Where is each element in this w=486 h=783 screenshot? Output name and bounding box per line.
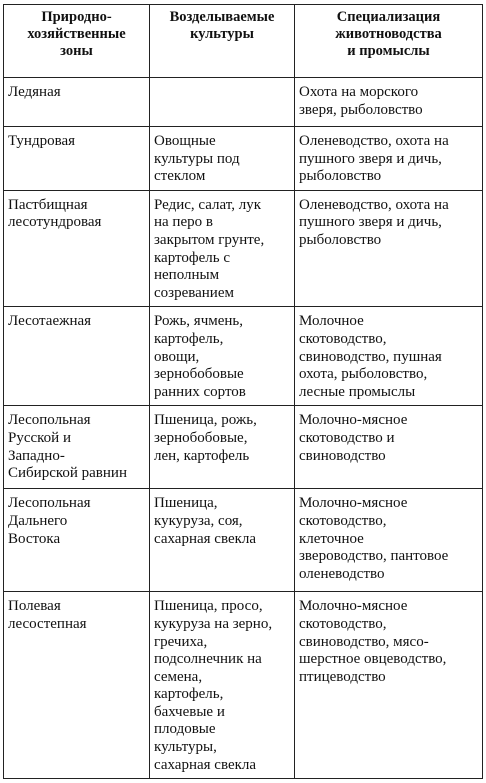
specialization-cell xyxy=(295,190,483,307)
zone-cell xyxy=(4,406,150,489)
zone-cell xyxy=(4,190,150,307)
specialization-text: Охота на морского зверя, рыболовство xyxy=(299,84,423,118)
table-row xyxy=(4,307,483,406)
crops-cell xyxy=(150,406,295,489)
table-row xyxy=(4,489,483,592)
specialization-cell xyxy=(295,307,483,406)
specialization-text: Оленеводство, охота на пушного зверя и дичь, рыболовство xyxy=(299,196,449,248)
specialization-text: Молочно-мясное скотоводство и свиноводство xyxy=(299,412,408,464)
crops-text: Редис, салат, лук на перо в закрытом грунте, картофель с неполным созреванием xyxy=(154,196,265,301)
header-crops-text: Возделываемые культуры xyxy=(169,9,275,42)
table-header xyxy=(4,5,483,78)
specialization-cell xyxy=(295,78,483,127)
table-row xyxy=(4,78,483,127)
specialization-text: Молочно-мясное скотоводство, свиноводство, мясо- шерстное овцеводство, птицеводство xyxy=(299,598,447,685)
zone-text: Тундровая xyxy=(8,133,76,149)
crops-text: Пшеница, просо, кукуруза на зерно, гречиха, подсолнечник на семена, картофель, бахчевые и плодовые культуры, сахарная свекла xyxy=(154,598,273,773)
zone-text: Ледяная xyxy=(8,84,61,100)
zone-text: Полевая лесостепная xyxy=(8,598,87,632)
crops-cell xyxy=(150,78,295,127)
specialization-cell xyxy=(295,406,483,489)
crops-cell xyxy=(150,190,295,307)
zone-text: Лесотаежная xyxy=(8,313,92,330)
crops-cell xyxy=(150,307,295,406)
zone-text: Лесопольная Русской и Западно- Сибирской равнин xyxy=(8,412,127,482)
zones-table xyxy=(3,4,483,779)
header-zone xyxy=(4,5,150,78)
zone-cell xyxy=(4,78,150,127)
header-crops xyxy=(150,5,295,78)
crops-text: Овощные культуры под стеклом xyxy=(154,133,240,185)
specialization-text: Молочное скотоводство, свиноводство, пушная охота, рыболовство, лесные промыслы xyxy=(299,313,442,400)
table-body xyxy=(4,78,483,779)
table-row xyxy=(4,127,483,191)
crops-text: Рожь, ячмень, картофель, овощи, зернобобовые ранних сортов xyxy=(154,313,246,400)
crops-cell xyxy=(150,489,295,592)
specialization-cell xyxy=(295,127,483,191)
specialization-text: Молочно-мясное скотоводство, клеточное звероводство, пантовое оленеводство xyxy=(299,495,449,582)
header-specialization-text: Специализация животноводства и промыслы xyxy=(335,9,442,59)
zone-text: Лесопольная Дальнего Востока xyxy=(8,495,91,547)
header-row xyxy=(4,5,483,78)
crops-cell xyxy=(150,592,295,779)
table-row xyxy=(4,592,483,779)
table-row xyxy=(4,190,483,307)
specialization-cell xyxy=(295,489,483,592)
header-specialization xyxy=(295,5,483,78)
crops-text: Пшеница, кукуруза, соя, сахарная свекла xyxy=(154,495,257,547)
zone-cell xyxy=(4,592,150,779)
zone-cell xyxy=(4,489,150,592)
specialization-text: Оленеводство, охота на пушного зверя и дичь, рыболовство xyxy=(299,133,449,185)
table-row xyxy=(4,406,483,489)
zone-cell xyxy=(4,307,150,406)
zone-text: Пастбищная лесотундровая xyxy=(8,196,102,231)
zone-cell xyxy=(4,127,150,191)
zones-table-container xyxy=(3,4,482,779)
crops-cell xyxy=(150,127,295,191)
header-zone-text: Природно- хозяйственные зоны xyxy=(27,9,126,59)
crops-text: Пшеница, рожь, зернобобовые, лен, картофель xyxy=(154,412,257,464)
specialization-cell xyxy=(295,592,483,779)
